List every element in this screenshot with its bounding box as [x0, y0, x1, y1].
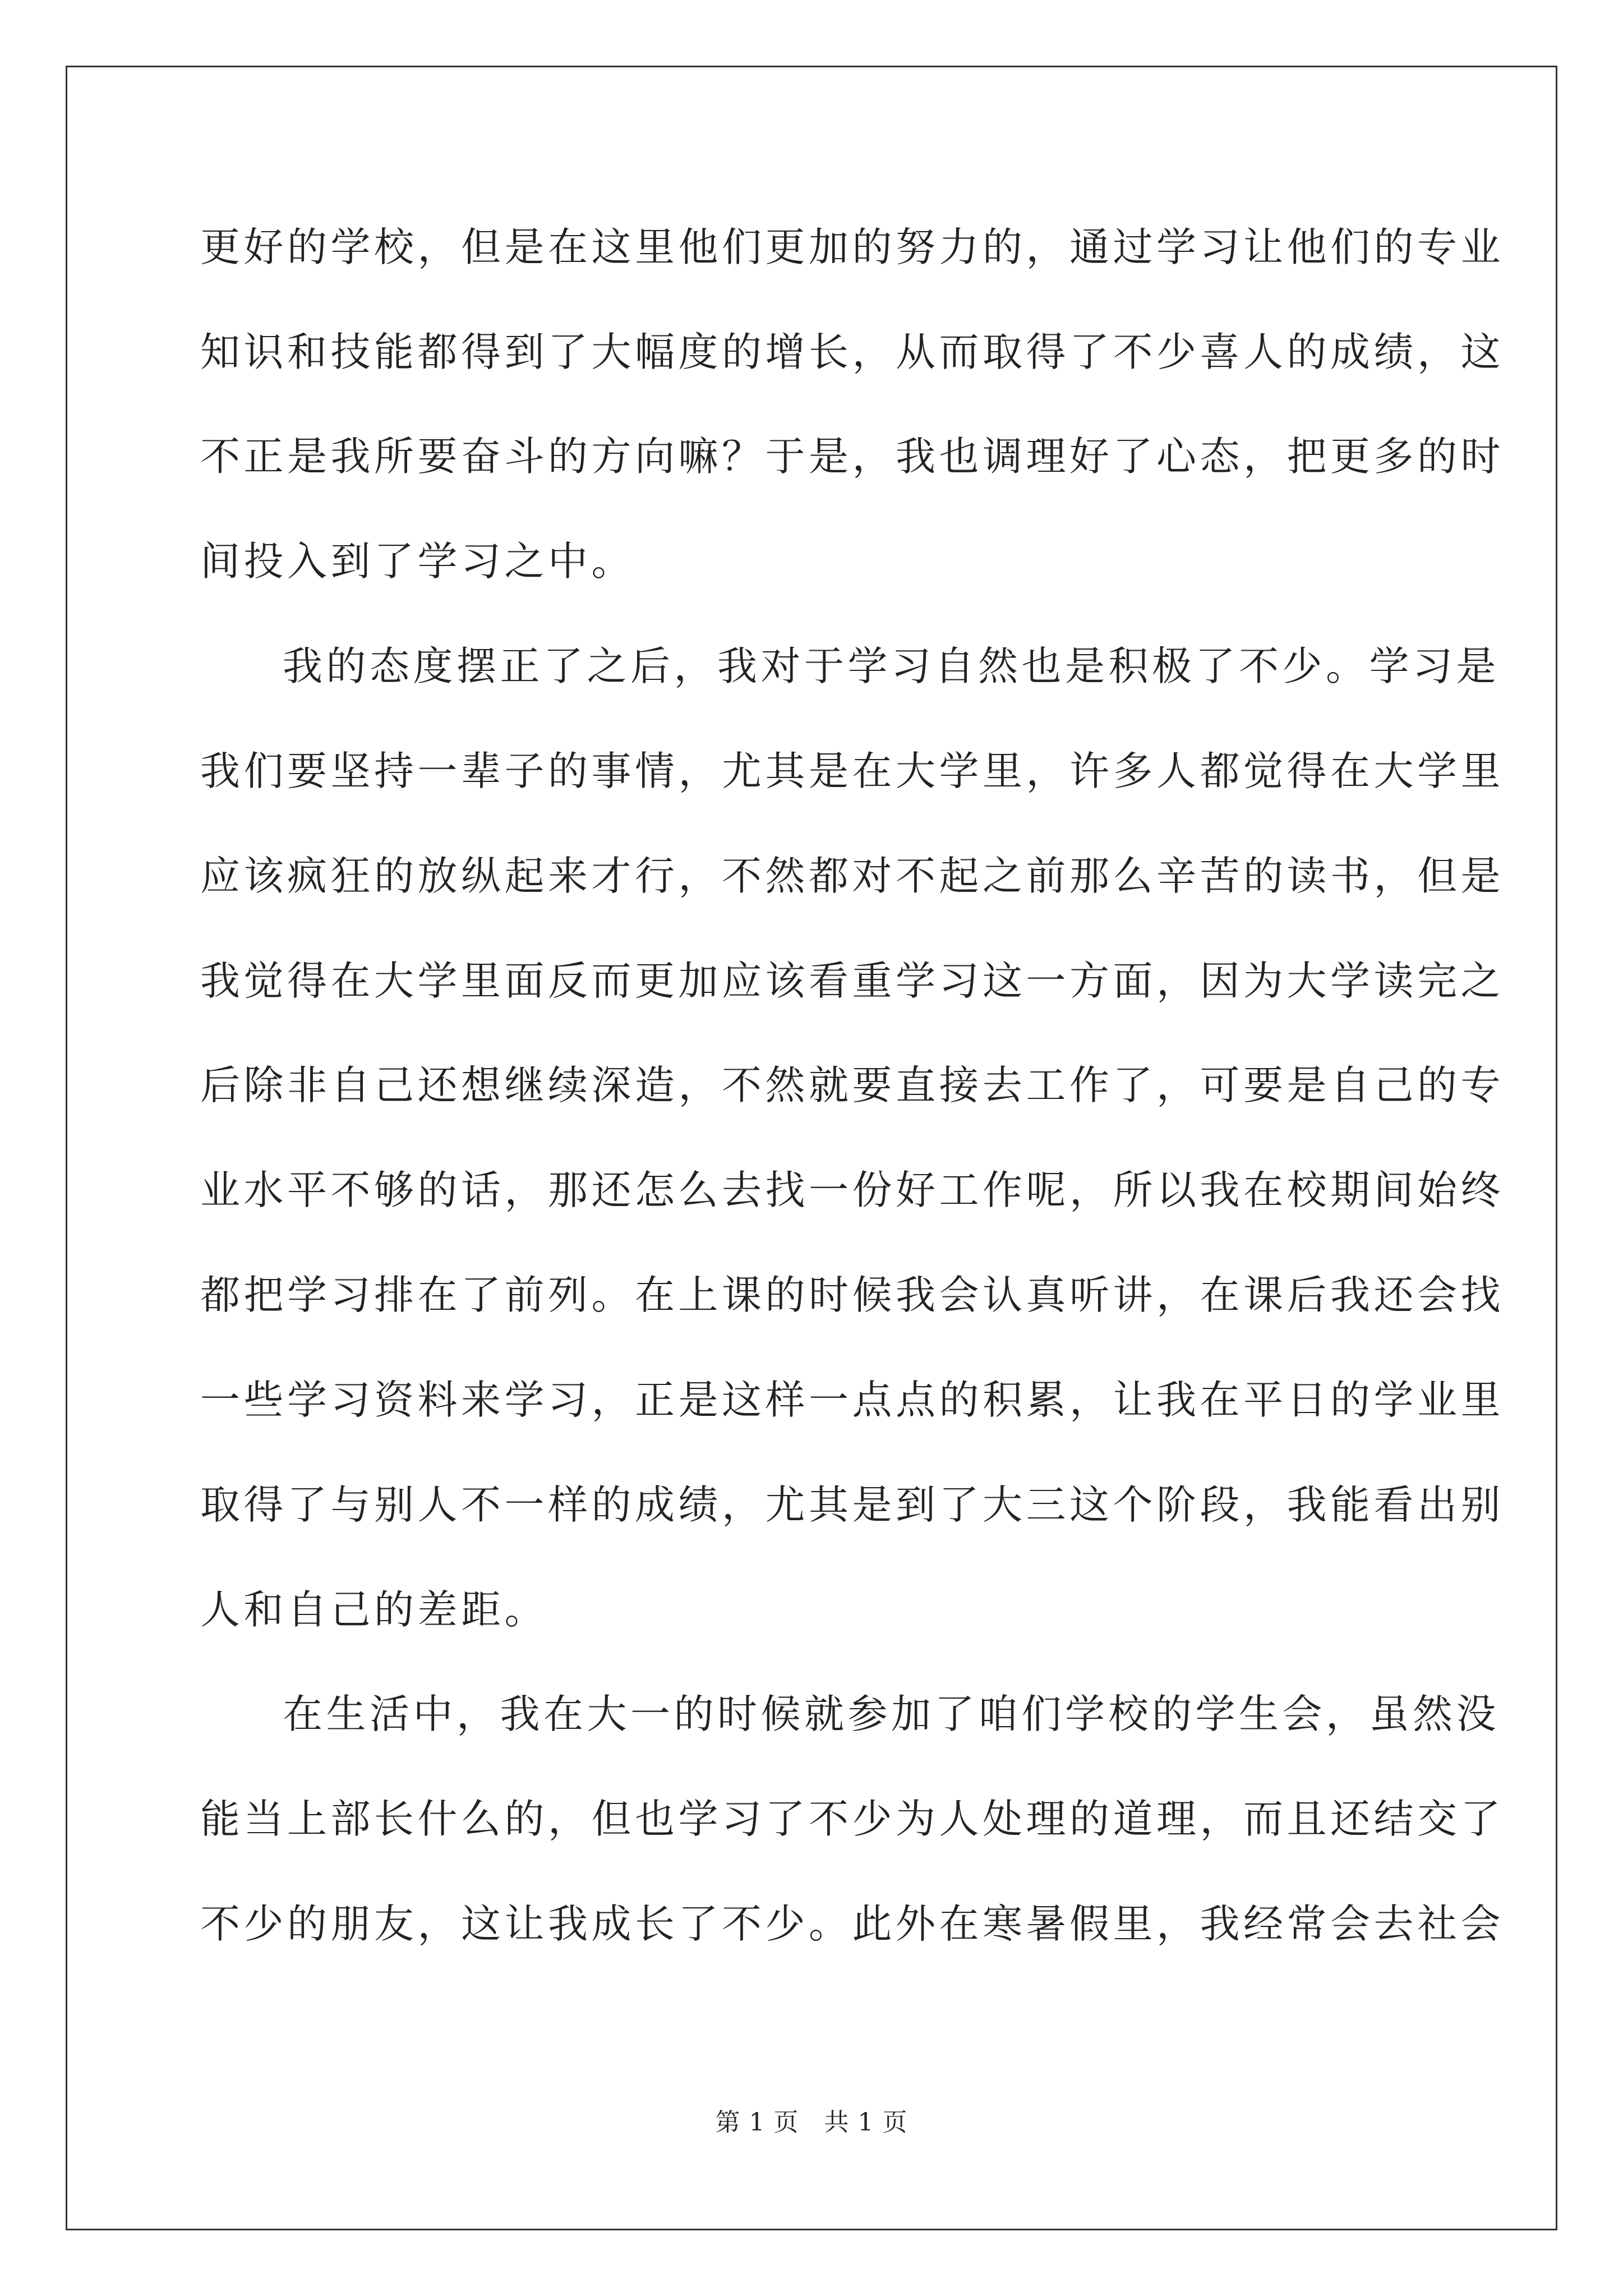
page-number-footer: 第 1 页 共 1 页: [715, 2108, 908, 2137]
text-line: 知识和技能都得到了大幅度的增长，从而取得了不少喜人的成绩，这: [200, 329, 1505, 375]
text-line: 取得了与别人不一样的成绩，尤其是到了大三这个阶段，我能看出别: [200, 1481, 1505, 1528]
text-line: 业水平不够的话，那还怎么去找一份好工作呢，所以我在校期间始终: [200, 1167, 1505, 1213]
text-line: 应该疯狂的放纵起来才行，不然都对不起之前那么辛苦的读书，但是: [200, 853, 1505, 899]
paragraph-start-line: 我的态度摆正了之后，我对于学习自然也是积极了不少。学习是: [283, 643, 1500, 689]
text-line: 都把学习排在了前列。在上课的时候我会认真听讲，在课后我还会找: [200, 1272, 1505, 1318]
paragraph-start-line: 在生活中，我在大一的时候就参加了咱们学校的学生会，虽然没: [283, 1691, 1500, 1737]
text-line: 我觉得在大学里面反而更加应该看重学习这一方面，因为大学读完之: [200, 958, 1505, 1004]
text-line: 后除非自己还想继续深造，不然就要直接去工作了，可要是自己的专: [200, 1062, 1505, 1108]
text-line: 不少的朋友，这让我成长了不少。此外在寒暑假里，我经常会去社会: [200, 1901, 1505, 1947]
text-line: 不正是我所要奋斗的方向嘛？于是，我也调理好了心态，把更多的时: [200, 433, 1505, 480]
text-line: 人和自己的差距。: [200, 1586, 548, 1633]
text-line: 能当上部长什么的，但也学习了不少为人处理的道理，而且还结交了: [200, 1796, 1505, 1842]
text-line: 我们要坚持一辈子的事情，尤其是在大学里，许多人都觉得在大学里: [200, 748, 1505, 794]
text-line: 更好的学校，但是在这里他们更加的努力的，通过学习让他们的专业: [200, 224, 1505, 270]
text-line: 一些学习资料来学习，正是这样一点点的积累，让我在平日的学业里: [200, 1377, 1505, 1423]
text-line: 间投入到了学习之中。: [200, 538, 635, 585]
